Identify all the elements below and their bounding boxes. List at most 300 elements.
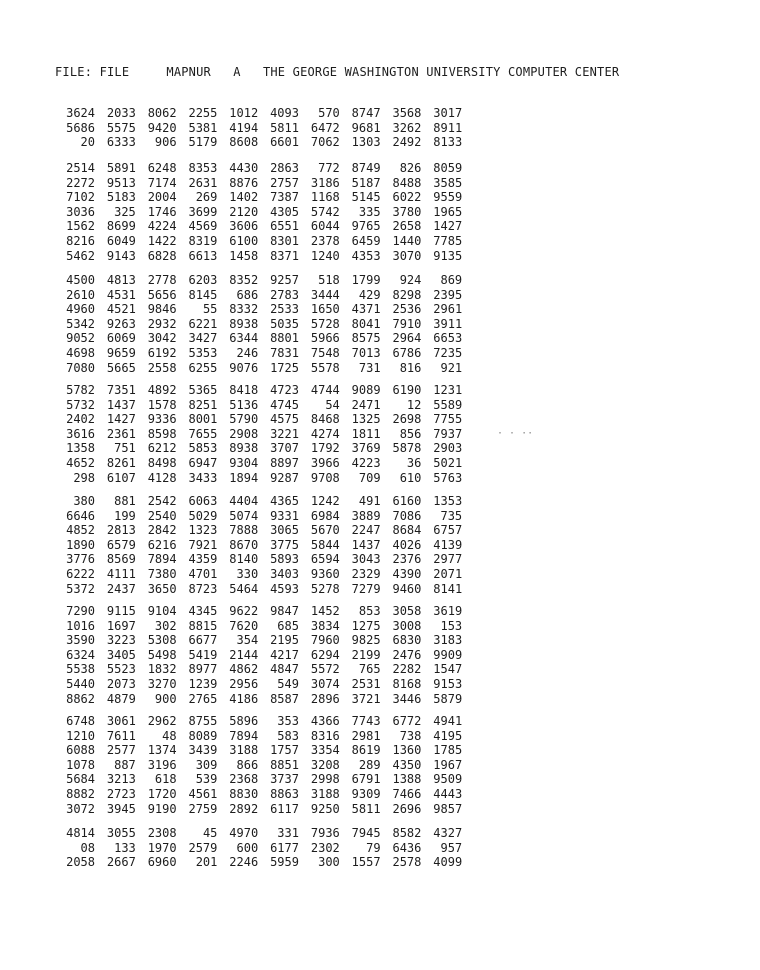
number-cell: 7894 bbox=[147, 552, 177, 567]
number-cell: 6107 bbox=[106, 470, 136, 485]
number-cell: 3616 bbox=[66, 426, 95, 441]
number-cell: 5021 bbox=[433, 455, 463, 470]
number-cell: 2033 bbox=[106, 106, 136, 120]
number-cell: 570 bbox=[318, 106, 340, 120]
number-cell: 8133 bbox=[433, 135, 463, 150]
number-cell: 6255 bbox=[188, 360, 218, 375]
number-cell: 7785 bbox=[433, 233, 463, 248]
number-cell: 4569 bbox=[188, 219, 218, 234]
number-cell: 3058 bbox=[392, 604, 422, 618]
number-cell: 246 bbox=[236, 345, 259, 360]
organization-name: THE GEORGE WASHINGTON UNIVERSITY COMPUTER CENTER bbox=[262, 65, 620, 79]
number-cell: 2964 bbox=[392, 331, 422, 346]
number-cell: 5684 bbox=[66, 772, 95, 787]
number-cell: 380 bbox=[73, 494, 95, 508]
number-cell: 2361 bbox=[106, 426, 136, 441]
number-cell: 6177 bbox=[270, 840, 299, 855]
number-cell: 2199 bbox=[351, 647, 381, 662]
number-cell: 7279 bbox=[351, 581, 381, 596]
number-cell: 20 bbox=[80, 135, 95, 150]
number-cell: 269 bbox=[195, 190, 218, 205]
number-cell: 1303 bbox=[351, 135, 381, 150]
number-cell: 9135 bbox=[433, 248, 463, 263]
number-cell: 4701 bbox=[188, 566, 218, 581]
number-cell: 8332 bbox=[229, 302, 259, 317]
number-cell: 8301 bbox=[270, 233, 299, 248]
number-cell: 5372 bbox=[66, 581, 95, 596]
number-cell: 4521 bbox=[106, 302, 136, 317]
number-cell: 7235 bbox=[433, 345, 463, 360]
number-cell: 5782 bbox=[66, 383, 95, 397]
number-row bbox=[63, 427, 462, 442]
number-cell: 5572 bbox=[310, 662, 340, 677]
number-cell: 6579 bbox=[106, 537, 136, 552]
number-cell: 8353 bbox=[188, 161, 218, 175]
number-cell: 3270 bbox=[147, 676, 177, 691]
number-cell: 5353 bbox=[188, 345, 218, 360]
number-cell: 9846 bbox=[147, 302, 177, 317]
number-cell: 4274 bbox=[310, 426, 340, 441]
number-cell: 2908 bbox=[229, 426, 259, 441]
number-cell: 4093 bbox=[270, 106, 299, 120]
number-cell: 9331 bbox=[270, 508, 299, 523]
number-cell: 8876 bbox=[229, 175, 259, 190]
number-cell: 2892 bbox=[229, 801, 259, 816]
number-cell: 4099 bbox=[433, 855, 463, 870]
number-cell: 8316 bbox=[310, 728, 340, 743]
number-cell: 2058 bbox=[66, 855, 95, 870]
number-cell: 9115 bbox=[106, 604, 136, 618]
number-row bbox=[63, 604, 462, 619]
number-cell: 6212 bbox=[147, 441, 177, 456]
number-cell: 2329 bbox=[351, 566, 381, 581]
number-block bbox=[63, 826, 462, 870]
number-cell: 7910 bbox=[392, 316, 422, 331]
number-cell: 5136 bbox=[229, 397, 259, 412]
number-cell: 7620 bbox=[229, 618, 259, 633]
number-row bbox=[63, 582, 462, 597]
number-row bbox=[63, 383, 462, 398]
number-cell: 6088 bbox=[66, 743, 95, 758]
number-row bbox=[63, 456, 462, 471]
number-cell: 5578 bbox=[310, 360, 340, 375]
number-cell: 5029 bbox=[188, 508, 218, 523]
number-cell: 4813 bbox=[106, 273, 136, 287]
number-cell: 2004 bbox=[147, 190, 177, 205]
number-cell: 2698 bbox=[392, 412, 422, 427]
number-cell: 1890 bbox=[66, 537, 95, 552]
number-cell: 2255 bbox=[188, 106, 218, 120]
number-row bbox=[63, 662, 462, 677]
number-cell: 2542 bbox=[147, 494, 177, 508]
number-cell: 8863 bbox=[270, 786, 299, 801]
number-cell: 5665 bbox=[106, 360, 136, 375]
number-cell: 8747 bbox=[351, 106, 381, 120]
number-cell: 5145 bbox=[351, 190, 381, 205]
number-cell: 5179 bbox=[188, 135, 218, 150]
number-cell: 3650 bbox=[147, 581, 177, 596]
number-cell: 9460 bbox=[392, 581, 422, 596]
number-cell: 8897 bbox=[270, 455, 299, 470]
number-cell: 1325 bbox=[351, 412, 381, 427]
number-cell: 5498 bbox=[147, 647, 177, 662]
number-cell: 2272 bbox=[66, 175, 95, 190]
number-cell: 4892 bbox=[147, 383, 177, 397]
number-row bbox=[63, 398, 462, 413]
number-cell: 5187 bbox=[351, 175, 381, 190]
number-cell: 2723 bbox=[106, 786, 136, 801]
number-cell: 7351 bbox=[106, 383, 136, 397]
number-cell: 4327 bbox=[433, 826, 463, 840]
number-cell: 3699 bbox=[188, 204, 218, 219]
number-cell: 201 bbox=[195, 855, 218, 870]
number-cell: 1374 bbox=[147, 743, 177, 758]
number-cell: 9257 bbox=[270, 273, 299, 287]
number-cell: 8670 bbox=[229, 537, 259, 552]
number-cell: 4879 bbox=[106, 691, 136, 706]
number-cell: 7466 bbox=[392, 786, 422, 801]
number-cell: 4744 bbox=[310, 383, 340, 397]
number-cell: 6947 bbox=[188, 455, 218, 470]
file-header bbox=[55, 65, 619, 79]
number-row bbox=[63, 176, 462, 191]
number-cell: 8041 bbox=[351, 316, 381, 331]
number-cell: 7013 bbox=[351, 345, 381, 360]
number-cell: 3043 bbox=[351, 552, 381, 567]
number-cell: 1562 bbox=[66, 219, 95, 234]
number-cell: 6748 bbox=[66, 714, 95, 728]
number-cell: 2961 bbox=[433, 302, 463, 317]
number-cell: 4404 bbox=[229, 494, 259, 508]
number-cell: 300 bbox=[318, 855, 340, 870]
number-cell: 4575 bbox=[270, 412, 299, 427]
number-cell: 5074 bbox=[229, 508, 259, 523]
number-cell: 1725 bbox=[270, 360, 299, 375]
number-cell: 6960 bbox=[147, 855, 177, 870]
number-cell: 8608 bbox=[229, 135, 259, 150]
number-cell: 4862 bbox=[229, 662, 259, 677]
number-cell: 8723 bbox=[188, 581, 218, 596]
number-cell: 2863 bbox=[270, 161, 299, 175]
number-cell: 8830 bbox=[229, 786, 259, 801]
number-row bbox=[63, 273, 462, 288]
number-cell: 5896 bbox=[229, 714, 259, 728]
number-row bbox=[63, 523, 462, 538]
number-cell: 7102 bbox=[66, 190, 95, 205]
number-cell: 8575 bbox=[351, 331, 381, 346]
number-cell: 3439 bbox=[188, 743, 218, 758]
number-row bbox=[63, 135, 462, 150]
number-cell: 3834 bbox=[310, 618, 340, 633]
number-cell: 853 bbox=[358, 604, 381, 618]
number-cell: 887 bbox=[114, 757, 136, 772]
number-cell: 5879 bbox=[433, 691, 463, 706]
number-cell: 2667 bbox=[106, 855, 136, 870]
number-cell: 3183 bbox=[433, 633, 463, 648]
number-cell: 1811 bbox=[351, 426, 381, 441]
number-row bbox=[63, 802, 462, 817]
number-row bbox=[63, 841, 462, 856]
number-cell: 816 bbox=[399, 360, 422, 375]
number-cell: 6044 bbox=[310, 219, 340, 234]
number-cell: 7387 bbox=[270, 190, 299, 205]
number-cell: 4345 bbox=[188, 604, 218, 618]
number-cell: 8684 bbox=[392, 523, 422, 538]
number-cell: 1437 bbox=[351, 537, 381, 552]
number-cell: 7936 bbox=[310, 826, 340, 840]
number-cell: 2757 bbox=[270, 175, 299, 190]
number-row bbox=[63, 509, 462, 524]
number-cell: 8619 bbox=[351, 743, 381, 758]
number-cell: 8882 bbox=[66, 786, 95, 801]
number-cell: 3707 bbox=[270, 441, 299, 456]
number-cell: 2476 bbox=[392, 647, 422, 662]
number-cell: 7960 bbox=[310, 633, 340, 648]
number-cell: 3223 bbox=[106, 633, 136, 648]
number-cell: 6436 bbox=[392, 840, 422, 855]
number-cell: 6646 bbox=[66, 508, 95, 523]
number-row bbox=[63, 552, 462, 567]
number-cell: 4443 bbox=[433, 786, 463, 801]
number-row bbox=[63, 106, 462, 121]
number-cell: 1437 bbox=[106, 397, 136, 412]
number-cell: 55 bbox=[202, 302, 218, 317]
number-cell: 3403 bbox=[270, 566, 299, 581]
number-cell: 5763 bbox=[433, 470, 463, 485]
number-cell: 4139 bbox=[433, 537, 463, 552]
number-block bbox=[63, 106, 462, 150]
number-cell: 331 bbox=[277, 826, 299, 840]
number-cell: 1799 bbox=[351, 273, 381, 287]
number-cell: 330 bbox=[236, 566, 259, 581]
number-row bbox=[63, 633, 462, 648]
number-cell: 5440 bbox=[66, 676, 95, 691]
number-cell: 9309 bbox=[351, 786, 381, 801]
number-row bbox=[63, 494, 462, 509]
number-cell: 8911 bbox=[433, 120, 463, 135]
number-cell: 8569 bbox=[106, 552, 136, 567]
number-row bbox=[63, 317, 462, 332]
number-cell: 2471 bbox=[351, 397, 381, 412]
number-cell: 7894 bbox=[229, 728, 259, 743]
number-cell: 4970 bbox=[229, 826, 259, 840]
number-cell: 8216 bbox=[66, 233, 95, 248]
number-cell: 2540 bbox=[147, 508, 177, 523]
number-cell: 4350 bbox=[392, 757, 422, 772]
number-cell: 3446 bbox=[392, 691, 422, 706]
number-block bbox=[63, 494, 462, 596]
number-cell: 6203 bbox=[188, 273, 218, 287]
number-cell: 6459 bbox=[351, 233, 381, 248]
number-cell: 4194 bbox=[229, 120, 259, 135]
number-cell: 1578 bbox=[147, 397, 177, 412]
number-cell: 9076 bbox=[229, 360, 259, 375]
number-cell: 4430 bbox=[229, 161, 259, 175]
number-cell: 4814 bbox=[66, 826, 95, 840]
number-cell: 5538 bbox=[66, 662, 95, 677]
number-cell: 3196 bbox=[147, 757, 177, 772]
number-cell: 2437 bbox=[106, 581, 136, 596]
number-cell: 45 bbox=[202, 826, 218, 840]
number-cell: 6677 bbox=[188, 633, 218, 648]
number-cell: 335 bbox=[358, 204, 381, 219]
number-cell: 2998 bbox=[310, 772, 340, 787]
number-row bbox=[63, 692, 462, 707]
number-cell: 5670 bbox=[310, 523, 340, 538]
number-cell: 3055 bbox=[106, 826, 136, 840]
number-cell: 9250 bbox=[310, 801, 340, 816]
number-cell: 5966 bbox=[310, 331, 340, 346]
number-cell: 1078 bbox=[66, 757, 95, 772]
number-block bbox=[63, 383, 462, 485]
number-cell: 5811 bbox=[351, 801, 381, 816]
number-cell: 2071 bbox=[433, 566, 463, 581]
number-cell: 2658 bbox=[392, 219, 422, 234]
number-cell: 199 bbox=[114, 508, 136, 523]
number-cell: 2903 bbox=[433, 441, 463, 456]
number-cell: 2759 bbox=[188, 801, 218, 816]
number-cell: 2783 bbox=[270, 287, 299, 302]
number-cell: 3065 bbox=[270, 523, 299, 538]
number-cell: 5732 bbox=[66, 397, 95, 412]
number-row bbox=[63, 471, 462, 486]
number-cell: 2308 bbox=[147, 826, 177, 840]
number-cell: 6117 bbox=[270, 801, 299, 816]
number-cell: 9825 bbox=[351, 633, 381, 648]
number-row bbox=[63, 619, 462, 634]
number-cell: 2813 bbox=[106, 523, 136, 538]
number-cell: 6192 bbox=[147, 345, 177, 360]
number-cell: 3775 bbox=[270, 537, 299, 552]
number-cell: 7062 bbox=[310, 135, 340, 150]
number-cell: 153 bbox=[440, 618, 463, 633]
number-block bbox=[63, 161, 462, 263]
number-cell: 2120 bbox=[229, 204, 259, 219]
number-cell: 1240 bbox=[310, 248, 340, 263]
number-cell: 9263 bbox=[106, 316, 136, 331]
number-row bbox=[63, 412, 462, 427]
number-cell: 1168 bbox=[310, 190, 340, 205]
number-cell: 4353 bbox=[351, 248, 381, 263]
number-cell: 298 bbox=[73, 470, 95, 485]
number-cell: 6830 bbox=[392, 633, 422, 648]
number-cell: 2402 bbox=[66, 412, 95, 427]
number-cell: 1894 bbox=[229, 470, 259, 485]
number-cell: 6653 bbox=[433, 331, 463, 346]
number-cell: 2956 bbox=[229, 676, 259, 691]
number-cell: 3354 bbox=[310, 743, 340, 758]
number-row bbox=[63, 441, 462, 456]
number-cell: 751 bbox=[114, 441, 136, 456]
number-cell: 600 bbox=[236, 840, 259, 855]
number-cell: 2765 bbox=[188, 691, 218, 706]
number-cell: 5656 bbox=[147, 287, 177, 302]
file-name: MAPNUR bbox=[166, 65, 211, 79]
number-cell: 3074 bbox=[310, 676, 340, 691]
number-cell: 9909 bbox=[433, 647, 463, 662]
number-cell: 6613 bbox=[188, 248, 218, 263]
number-cell: 5891 bbox=[106, 161, 136, 175]
number-cell: 7945 bbox=[351, 826, 381, 840]
number-cell: 12 bbox=[406, 397, 422, 412]
number-cell: 2981 bbox=[351, 728, 381, 743]
number-cell: 2246 bbox=[229, 855, 259, 870]
number-cell: 1427 bbox=[433, 219, 463, 234]
number-cell: 8801 bbox=[270, 331, 299, 346]
number-cell: 3061 bbox=[106, 714, 136, 728]
number-cell: 4531 bbox=[106, 287, 136, 302]
number-cell: 7174 bbox=[147, 175, 177, 190]
number-cell: 3188 bbox=[310, 786, 340, 801]
number-cell: 7611 bbox=[106, 728, 136, 743]
number-cell: 6791 bbox=[351, 772, 381, 787]
number-cell: 8749 bbox=[351, 161, 381, 175]
number-cell: 3008 bbox=[392, 618, 422, 633]
number-cell: 5742 bbox=[310, 204, 340, 219]
number-cell: 1440 bbox=[392, 233, 422, 248]
number-cell: 5878 bbox=[392, 441, 422, 456]
number-cell: 4366 bbox=[310, 714, 340, 728]
number-cell: 6324 bbox=[66, 647, 95, 662]
number-cell: 9304 bbox=[229, 455, 259, 470]
number-cell: 1746 bbox=[147, 204, 177, 219]
number-cell: 7080 bbox=[66, 360, 95, 375]
number-cell: 5811 bbox=[270, 120, 299, 135]
number-cell: 2368 bbox=[229, 772, 259, 787]
number-cell: 2896 bbox=[310, 691, 340, 706]
number-cell: 9765 bbox=[351, 219, 381, 234]
number-cell: 2578 bbox=[392, 855, 422, 870]
number-cell: 9847 bbox=[270, 604, 299, 618]
number-cell: 735 bbox=[440, 508, 463, 523]
number-cell: 9513 bbox=[106, 175, 136, 190]
number-cell: 8938 bbox=[229, 316, 259, 331]
number-row bbox=[63, 219, 462, 234]
stray-mark: · · ·· bbox=[497, 428, 534, 439]
number-cell: 8059 bbox=[433, 161, 463, 175]
number-cell: 79 bbox=[366, 840, 381, 855]
number-cell: 2577 bbox=[106, 743, 136, 758]
number-row bbox=[63, 346, 462, 361]
number-cell: 6063 bbox=[188, 494, 218, 508]
number-cell: 2842 bbox=[147, 523, 177, 538]
number-cell: 8261 bbox=[106, 455, 136, 470]
number-cell: 4111 bbox=[106, 566, 136, 581]
number-cell: 3221 bbox=[270, 426, 299, 441]
number-cell: 4652 bbox=[66, 455, 95, 470]
number-cell: 3721 bbox=[351, 691, 381, 706]
number-cell: 5464 bbox=[229, 581, 259, 596]
number-cell: 3585 bbox=[433, 175, 463, 190]
number-cell: 1360 bbox=[392, 743, 422, 758]
number-cell: 8141 bbox=[433, 581, 463, 596]
number-cell: 6594 bbox=[310, 552, 340, 567]
number-row bbox=[63, 758, 462, 773]
number-cell: 856 bbox=[399, 426, 422, 441]
number-cell: 4390 bbox=[392, 566, 422, 581]
number-cell: 1967 bbox=[433, 757, 463, 772]
number-cell: 900 bbox=[154, 691, 177, 706]
number-cell: 5589 bbox=[433, 397, 463, 412]
file-label: FILE: bbox=[55, 65, 93, 79]
number-cell: 4371 bbox=[351, 302, 381, 317]
number-row bbox=[63, 714, 462, 729]
number-row bbox=[63, 361, 462, 376]
number-row bbox=[63, 205, 462, 220]
number-cell: 6551 bbox=[270, 219, 299, 234]
number-cell: 429 bbox=[358, 287, 381, 302]
number-cell: 1452 bbox=[310, 604, 340, 618]
